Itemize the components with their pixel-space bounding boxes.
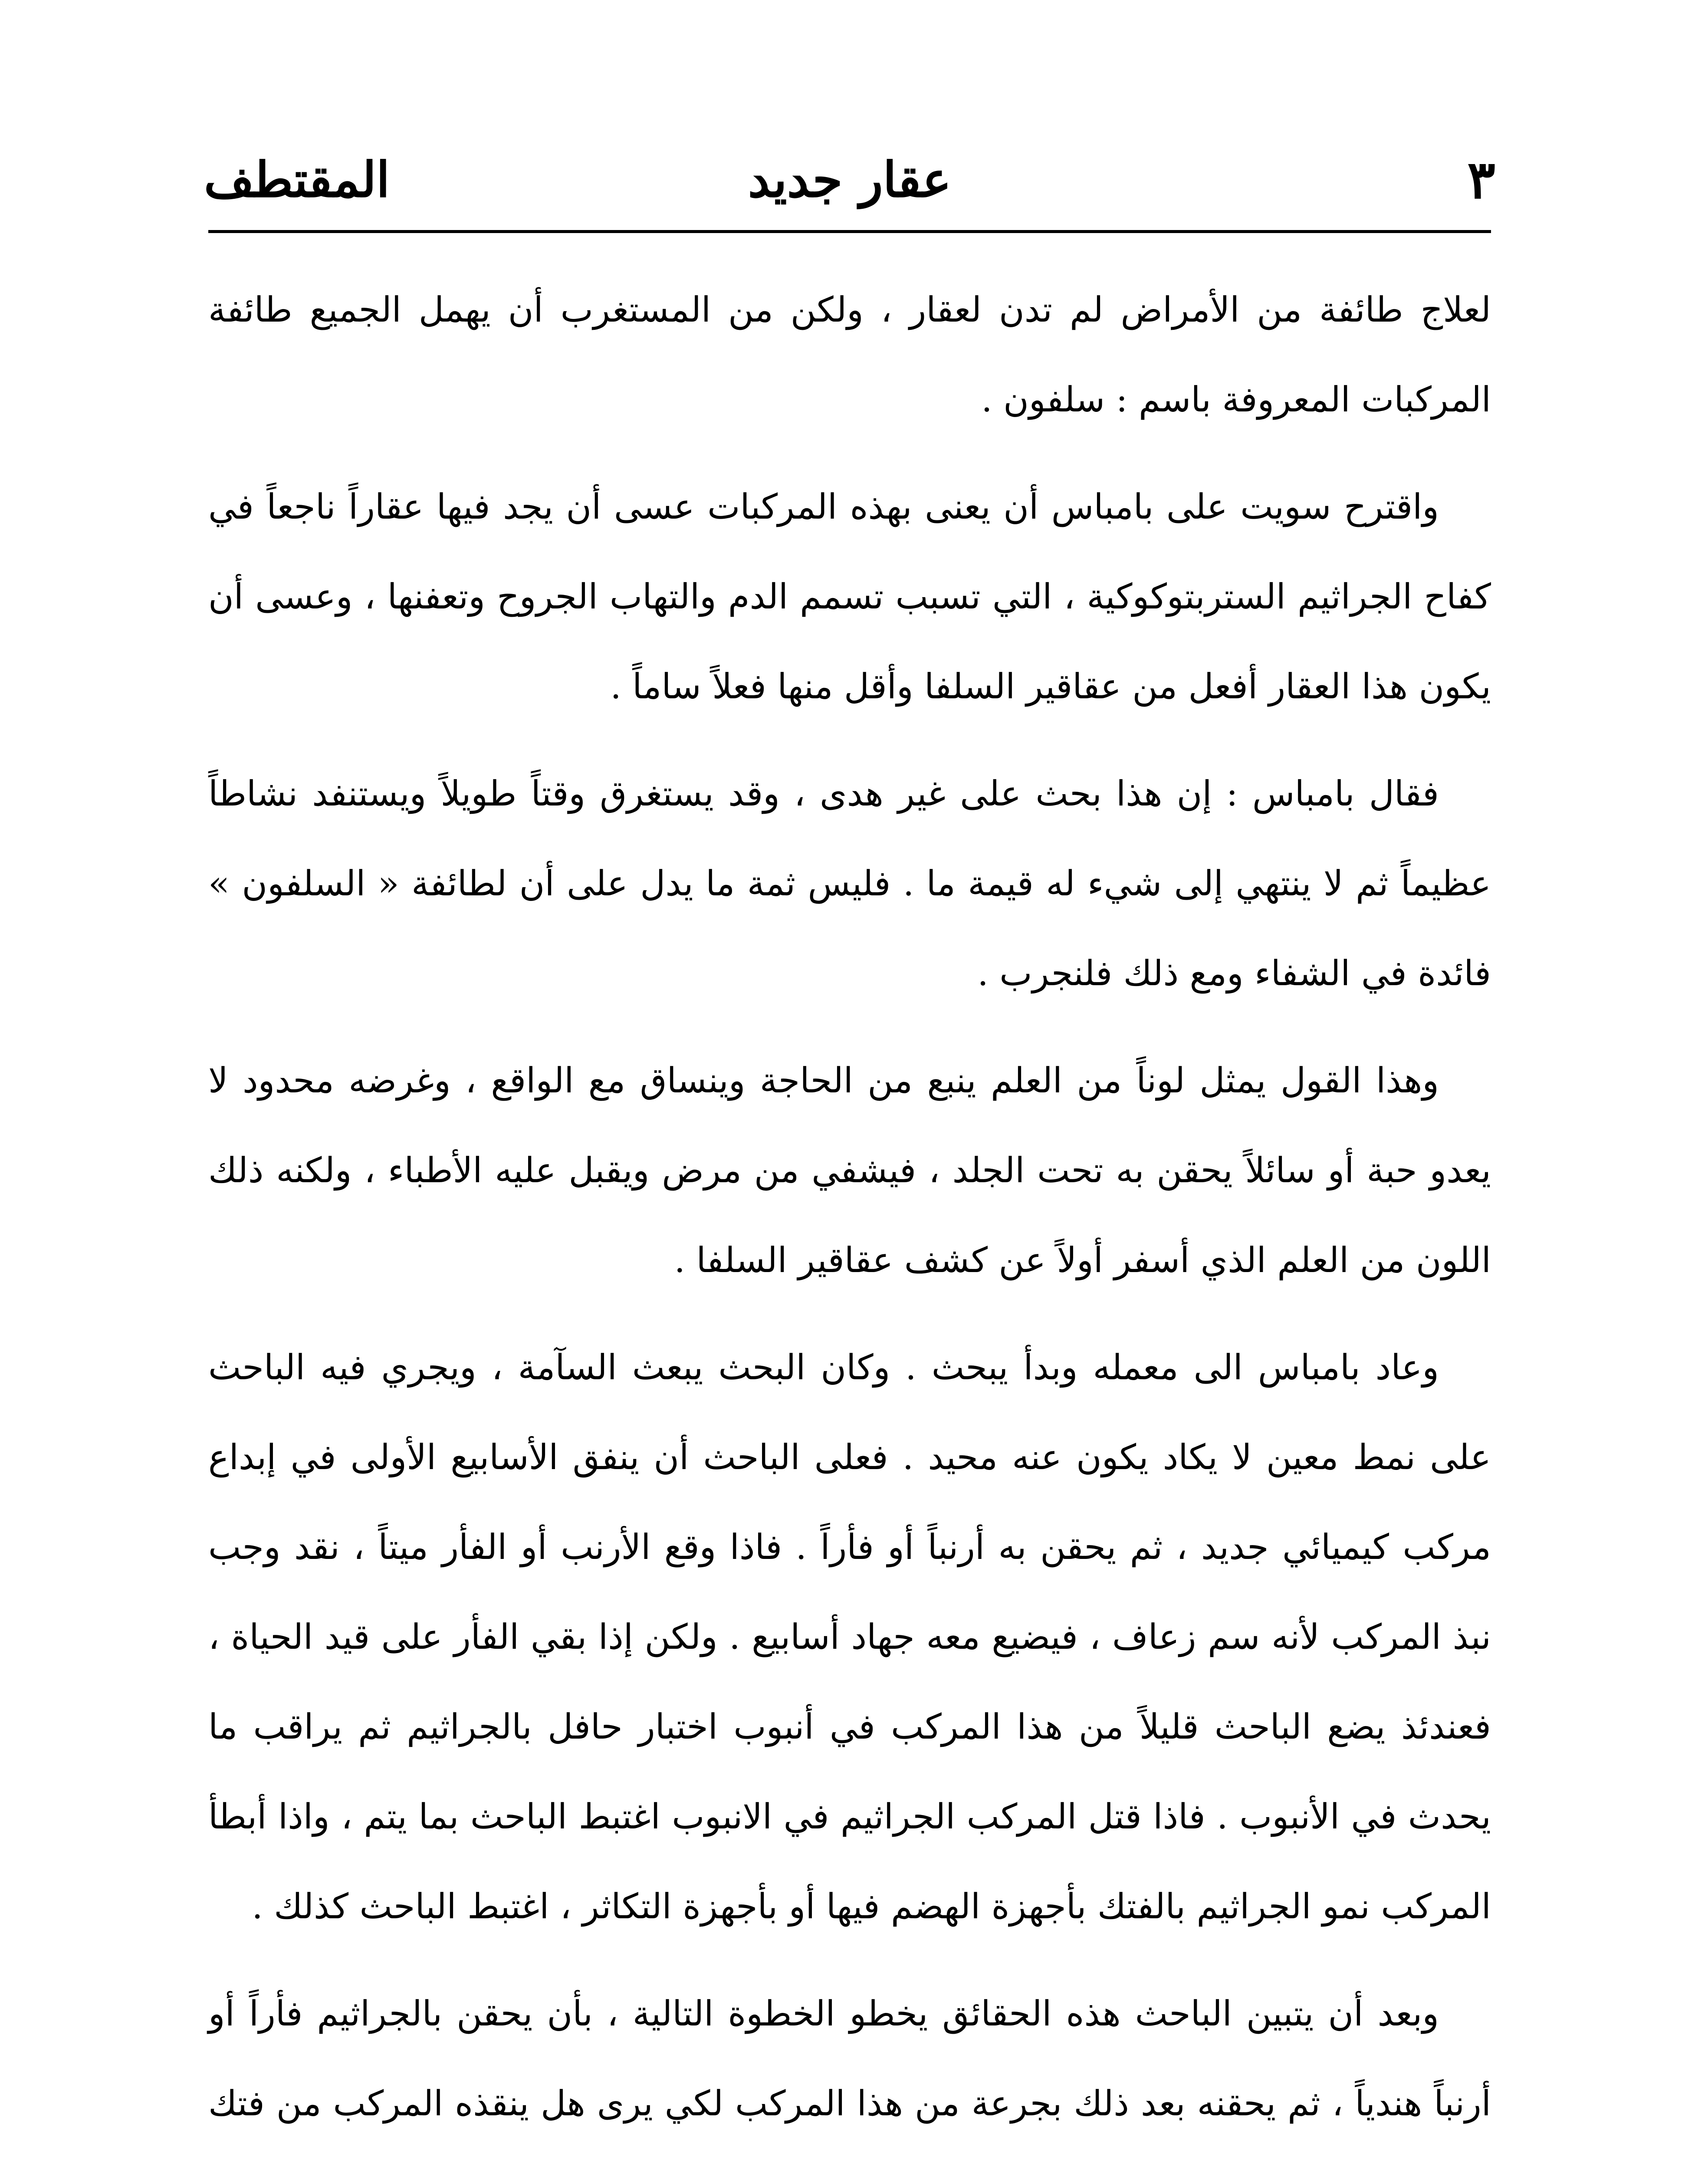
paragraph: واقترح سويت على بامباس أن يعنى بهذه المركبات عسى أن يجد فيها عقاراً ناجعاً في كفاح الجراثيم الستربتوكوكية ، التي تسبب تسمم الدم والتهاب الجروح وتعفنها ، وعسى أن يكون هذا العقار أفعل من عقاقير السلفا وأقل منها فعلاً ساماً .	[208, 487, 1491, 707]
paragraph: وبعد أن يتبين الباحث هذه الحقائق يخطو الخطوة التالية ، بأن يحقن بالجراثيم فأراً أو أرنباً هندياً ، ثم يحقنه بعد ذلك بجرعة من هذا المركب لكي يرى هل ينقذه المركب من فتك	[208, 1993, 1491, 2124]
running-header	[204, 148, 1495, 213]
article-body	[208, 265, 1491, 2170]
paragraph: وعاد بامباس الى معمله وبدأ يبحث . وكان البحث يبعث السآمة ، ويجري فيه الباحث على نمط معين لا يكاد يكون عنه محيد . فعلى الباحث أن ينفق الأسابيع الأولى في إبداع مركب كيميائي جديد ، ثم يحقن به أرنباً أو فأراً . فاذا وقع الأرنب أو الفأر ميتاً ، نقد وجب نبذ المركب لأنه سم زعاف ، فيضيع معه جهاد أسابيع . ولكن إذا بقي الفأر على قيد الحياة ، فعندئذ يضع الباحث قليلاً من هذا المركب في أنبوب اختبار حافل بالجراثيم ثم يراقب ما يحدث في الأنبوب . فاذا قتل المركب الجراثيم في الانبوب اغتبط الباحث بما يتم ، واذا أبطأ المركب نمو الجراثيم بالفتك بأجهزة الهضم فيها أو بأجهزة التكاثر ، اغتبط الباحث كذلك .	[208, 1347, 1491, 1927]
paragraph: فقال بامباس : إن هذا بحث على غير هدى ، وقد يستغرق وقتاً طويلاً ويستنفد نشاطاً عظيماً ثم لا ينتهي إلى شيء له قيمة ما . فليس ثمة ما يدل على أن لطائفة « السلفون » فائدة في الشفاء ومع ذلك فلنجرب .	[208, 773, 1491, 993]
header-divider	[208, 230, 1491, 233]
page-number: ٣	[1467, 149, 1495, 210]
paragraph: لعلاج طائفة من الأمراض لم تدن لعقار ، ولكن من المستغرب أن يهمل الجميع طائفة المركبات المعروفة باسم : سلفون .	[208, 289, 1491, 420]
paragraph: وهذا القول يمثل لوناً من العلم ينبع من الحاجة وينساق مع الواقع ، وغرضه محدود لا يعدو حبة أو سائلاً يحقن به تحت الجلد ، فيشفي من مرض ويقبل عليه الأطباء ، ولكنه ذلك اللون من العلم الذي أسفر أولاً عن كشف عقاقير السلفا .	[208, 1060, 1491, 1280]
article-title: عقار جديد	[748, 151, 952, 208]
journal-name: المقتطف	[204, 151, 390, 208]
